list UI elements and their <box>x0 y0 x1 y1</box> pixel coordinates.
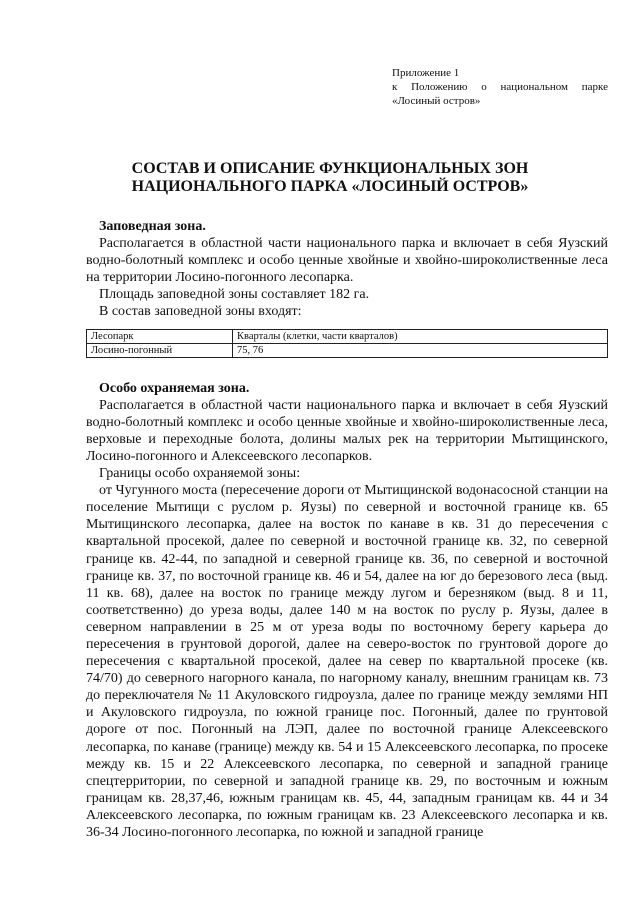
table-header-cell: Лесопарк <box>87 329 233 343</box>
title-line-1: СОСТАВ И ОПИСАНИЕ ФУНКЦИОНАЛЬНЫХ ЗОН <box>131 160 529 177</box>
table-row <box>87 343 608 357</box>
table-cell: Лосино-погонный <box>87 343 233 357</box>
table-header-row <box>87 329 608 343</box>
reserve-zone-composition: В состав заповедной зоны входят: <box>99 304 302 320</box>
appendix-park-name: «Лосиный остров» <box>392 95 481 107</box>
appendix-number: Приложение 1 <box>392 67 460 79</box>
title-line-2: НАЦИОНАЛЬНОГО ПАРКА «ЛОСИНЫЙ ОСТРОВ» <box>131 178 529 195</box>
protected-zone-description: Располагается в областной части национального парка и включает в себя Яузский водно-болотный комплекс и особо ценные хвойные и хвойно-широколиственные леса, верховые и переходные болота, долины малых рек на территории Мытищинского, Лосино-погонного и Алексеевского лесопарков. <box>86 397 608 464</box>
reserve-zone-description: Располагается в областной части национального парка и включает в себя Яузский водно-болотный комплекс и особо ценные хвойные и хвойно-широколиственные леса на территории Лосино-погонного лесопарка. <box>86 236 608 286</box>
protected-zone-boundaries-label: Границы особо охраняемой зоны: <box>99 466 301 482</box>
document-title <box>60 160 600 196</box>
document-body <box>86 218 608 841</box>
reserve-zone-table <box>86 329 608 358</box>
table-cell: 75, 76 <box>233 343 608 357</box>
reserve-zone-area: Площадь заповедной зоны составляет 182 га. <box>99 287 370 303</box>
reserve-zone-heading: Заповедная зона. <box>99 219 206 234</box>
table-header-cell: Кварталы (клетки, части кварталов) <box>233 329 608 343</box>
protected-zone-boundaries-text: от Чугунного моста (пересечение дороги от Мытищинской водонасосной станции на поселение Мытищи с руслом р. Яузы) по северной и восточной границе кв. 65 Мытищинского лесопарка, далее на восток по канаве в кв. 31 до пересечения с квартальной просекой, далее по северной и восточной границе кв. 32, по северной границе кв. 42-44, по западной и северной границе кв. 36, по северной и восточной границе кв. 37, по восточной границе кв. 46 и 54, далее на юг до березового леса (выд. 11 кв. 68), далее на восток по границе между лугом и березняком (выд. 8 и 11, соответственно) до уреза воды, далее 140 м на восток по руслу р. Яузы, далее в северном направлении в 25 м от уреза воды по восточному берегу карьера до пересечения в грунтовой дорогой, далее на северо-восток по грунтовой дороге до пересечения с квартальной просекой, далее на север по квартальной просеке (кв. 74/70) до северного нагорного канала, по нагорному каналу, внешним границам кв. 73 до переключателя № 11 Акуловского гидроузла, далее по границе между землями НП и Акуловского гидроузла, по южной границе пос. Погонный, далее по грунтовой дороге от пос. Погонный на ЛЭП, далее по восточной границе Алексеевского лесопарка, по канаве (границе) между кв. 54 и 15 Алексеевского лесопарка, по просеке между кв. 15 и 22 Алексеевского лесопарка, по северной и западной границе спецтерритории, по северной и западной границе кв. 29, по восточным и южным границам кв. 28,37,46, южным границам кв. 45, 44, западным границам кв. 44 и 34 Алексеевского лесопарка, по южным границам кв. 23 Алексеевского лесопарка и кв. 36-34 Лосино-погонного лесопарка, по южной и западной границе <box>86 483 608 840</box>
appendix-header <box>392 66 608 108</box>
appendix-reference: к Положению о национальном парке <box>392 81 608 93</box>
protected-zone-heading: Особо охраняемая зона. <box>99 380 250 396</box>
